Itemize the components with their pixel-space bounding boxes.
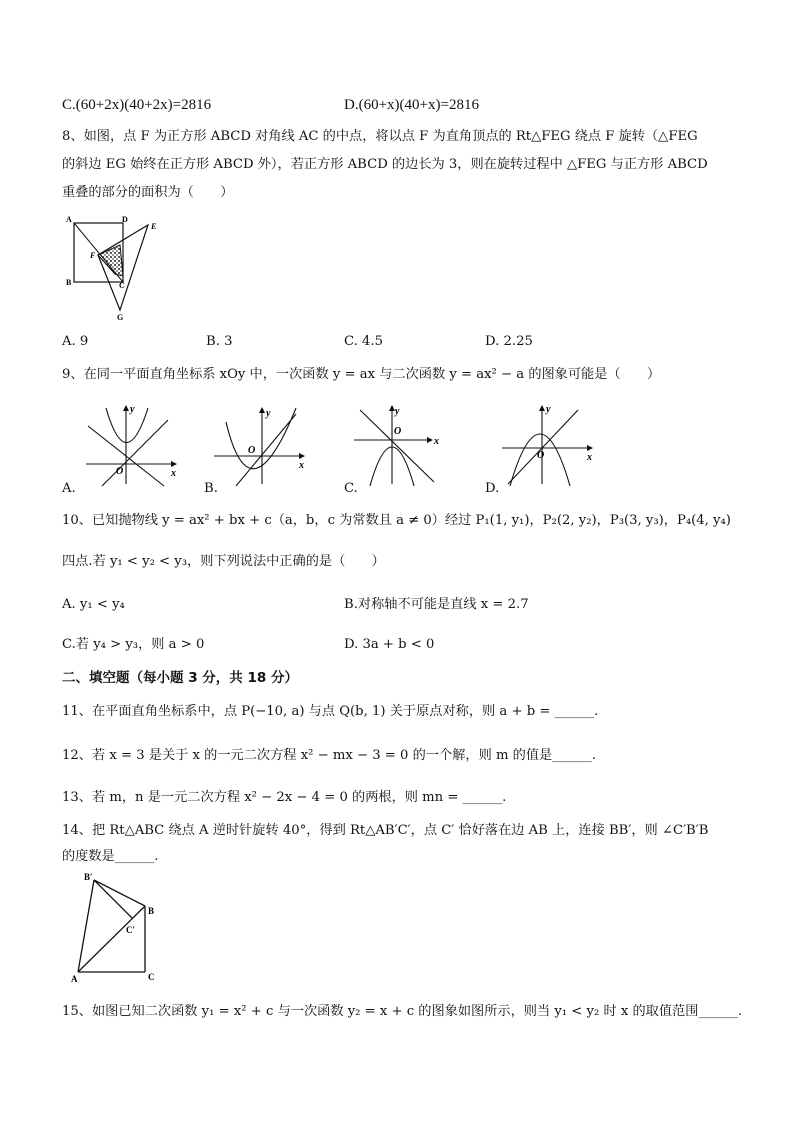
q8-label-f: F [90,251,96,260]
q9c-origin-label: O [394,426,402,437]
q10-option-d: D. 3a + b < 0 [344,637,435,652]
q8-option-b: B. 3 [206,334,233,349]
q9a-x-label: x [171,468,176,479]
q14-stem-line2: 的度数是______. [62,849,159,864]
q13-text: 13、若 m，n 是一元二次方程 x² − 2x − 4 = 0 的两根，则 mn = ______. [62,790,507,805]
q9c-y-label: y [395,406,400,417]
q10-option-b: B.对称轴不可能是直线 x = 2.7 [344,597,529,612]
q8-label-e: E [151,222,157,231]
q10-stem-line2: 四点.若 y₁ < y₂ < y₃，则下列说法中正确的是（ ） [62,554,385,569]
q10-option-a: A. y₁ < y₄ [62,597,125,612]
q8-label-a: A [66,215,72,224]
q8-option-c: C. 4.5 [344,334,383,349]
section2-heading: 二、填空题（每小题 3 分，共 18 分） [62,670,298,686]
q9-stem: 9、在同一平面直角坐标系 xOy 中，一次函数 y = ax 与二次函数 y = ax² − a 的图象可能是（ ） [62,367,661,382]
q8-overlap-region [98,245,123,276]
q9-option-d: D. [485,481,500,496]
q12-text: 12、若 x = 3 是关于 x 的一元二次方程 x² − mx − 3 = 0 的一个解，则 m 的值是______. [62,748,596,763]
q8-figure [62,212,182,322]
q14-label-c-prime: C′ [126,925,136,935]
q9b-origin-label: O [248,445,256,456]
q9d-y-label: y [546,404,551,415]
q8-label-g: G [117,313,124,322]
q14-stem-line1: 14、把 Rt△ABC 绕点 A 逆时针旋转 40°，得到 Rt△AB′C′，点 C′ 恰好落在边 AB 上，连接 BB′，则 ∠C′B′B [62,823,709,838]
q9-option-b: B. [204,481,218,496]
q14-label-b-prime: B′ [84,872,93,882]
q8-label-d: D [122,215,128,224]
q8-stem-line3: 重叠的部分的面积为（ ） [62,185,234,200]
q14-figure [70,870,170,988]
q8-label-c: C [119,281,125,290]
q9a-origin-label: O [116,466,124,477]
q11-text: 11、在平面直角坐标系中，点 P(−10, a) 与点 Q(b, 1) 关于原点对称，则 a + b = ______. [62,704,599,719]
q10-stem-line1: 10、已知抛物线 y = ax² + bx + c（a，b，c 为常数且 a ≠ 0）经过 P₁(1, y₁)，P₂(2, y₂)，P₃(3, y₃)，P₄(4, y₄) [62,513,731,528]
q10-option-c: C.若 y₄ > y₃，则 a > 0 [62,637,205,652]
q9b-x-label: x [299,460,304,471]
q14-label-c: C [148,972,155,982]
q8-stem-line1: 8、如图，点 F 为正方形 ABCD 对角线 AC 的中点，将以点 F 为直角顶点的 Rt△FEG 绕点 F 旋转（△FEG [62,129,698,144]
q9-graph-c [350,402,450,486]
q9-option-a: A. [62,481,76,496]
q9d-origin-label: O [537,450,545,461]
q9-graph-d [498,402,602,486]
q9-graph-b [210,402,310,486]
q7-option-d: D.(60+x)(40+x)=2816 [344,97,479,113]
q9a-y-label: y [130,404,135,415]
q15-text: 15、如图已知二次函数 y₁ = x² + c 与一次函数 y₂ = x + c 的图象如图所示，则当 y₁ < y₂ 时 x 的取值范围______. [62,1004,743,1019]
q9-option-c: C. [344,481,358,496]
q8-option-d: D. 2.25 [485,334,533,349]
q9-graph-a [82,402,182,486]
q7-option-c: C.(60+2x)(40+2x)=2816 [62,97,212,113]
q8-stem-line2: 的斜边 EG 始终在正方形 ABCD 外），若正方形 ABCD 的边长为 3，则在旋转过程中 △FEG 与正方形 ABCD [62,157,708,172]
q8-option-a: A. 9 [62,334,89,349]
q8-label-b: B [66,278,72,287]
q9c-x-label: x [434,436,439,447]
q14-label-a: A [71,974,78,984]
q9b-y-label: y [266,408,271,419]
q9d-x-label: x [587,452,592,463]
q14-label-b: B [148,906,155,916]
